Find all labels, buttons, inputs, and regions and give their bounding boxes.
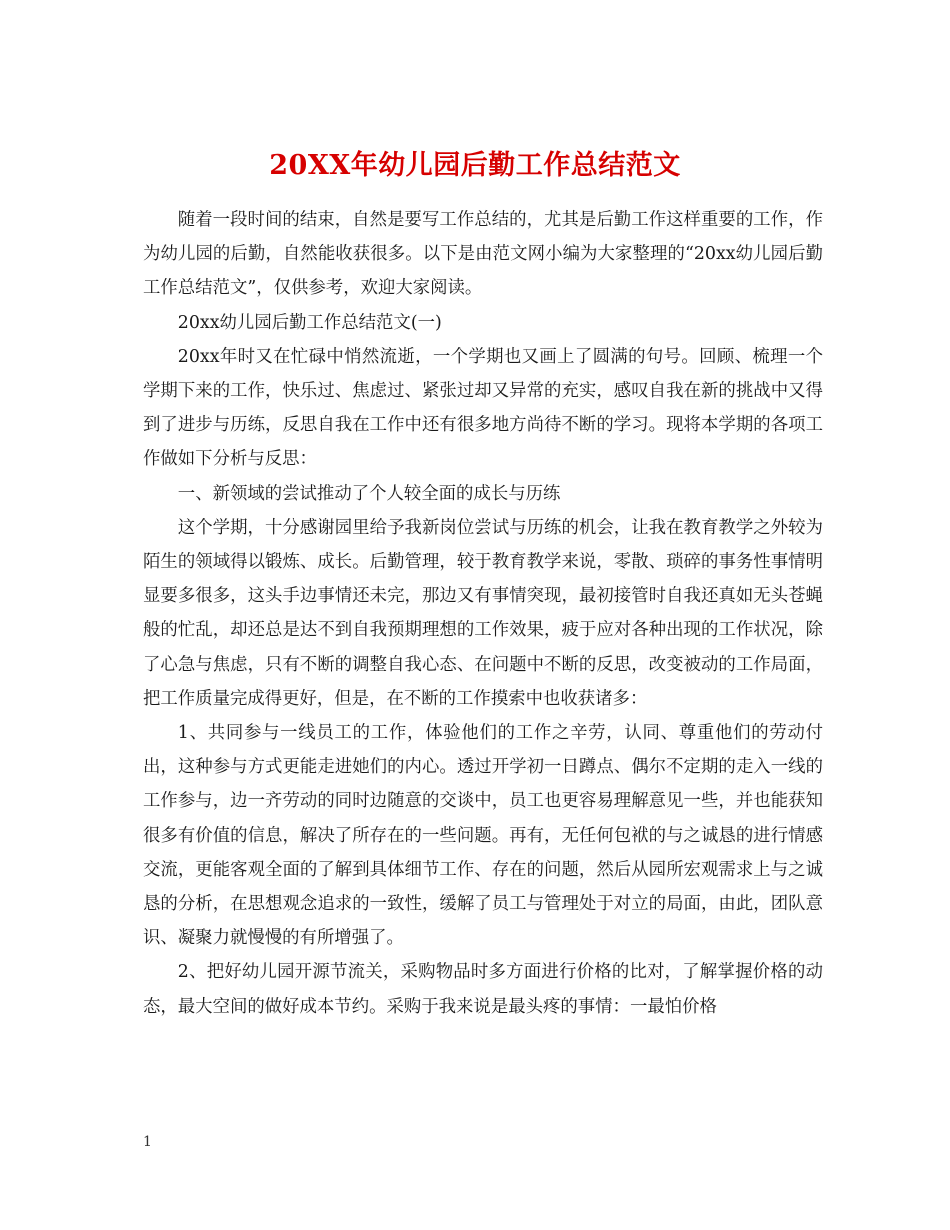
document-body xyxy=(143,203,823,1024)
paragraph-review: 20xx年时又在忙碌中悄然流逝，一个学期也又画上了圆满的句号。回顾、梳理一个学期下来的工作，快乐过、焦虑过、紧张过却又异常的充实，感叹自我在新的挑战中又得到了进步与历练，反思自我在工作中还有很多地方尚待不断的学习。现将本学期的各项工作做如下分析与反思： xyxy=(143,346,823,470)
paragraph-section-heading: 20xx幼儿园后勤工作总结范文(一) xyxy=(177,312,442,333)
paragraph-item-two: 2、把好幼儿园开源节流关，采购物品时多方面进行价格的比对，了解掌握价格的动态，最大空间的做好成本节约。采购于我来说是最头疼的事情：一最怕价格 xyxy=(143,962,823,1017)
page-number: 1 xyxy=(143,1134,152,1150)
paragraph-intro: 随着一段时间的结束，自然是要写工作总结的，尤其是后勤工作这样重要的工作，作为幼儿园的后勤，自然能收获很多。以下是由范文网小编为大家整理的“20xx幼儿园后勤工作总结范文”，仅供参考，欢迎大家阅读。 xyxy=(143,210,823,299)
document-title: 20XX年幼儿园后勤工作总结范文 xyxy=(269,150,681,182)
paragraph-new-role: 这个学期，十分感谢园里给予我新岗位尝试与历练的机会，让我在教育教学之外较为陌生的领域得以锻炼、成长。后勤管理，较于教育教学来说，零散、琐碎的事务性事情明显要多很多，这头手边事情还未完，那边又有事情突现，最初接管时自我还真如无头苍蝇般的忙乱，却还总是达不到自我预期理想的工作效果，疲于应对各种出现的工作状况，除了心急与焦虑，只有不断的调整自我心态、在问题中不断的反思，改变被动的工作局面，把工作质量完成得更好，但是，在不断的工作摸索中也收获诸多： xyxy=(143,517,823,709)
paragraph-item-one: 1、共同参与一线员工的工作，体验他们的工作之辛劳，认同、尊重他们的劳动付出，这种参与方式更能走进她们的内心。透过开学初一日蹲点、偶尔不定期的走入一线的工作参与，边一齐劳动的同时边随意的交谈中，员工也更容易理解意见一些，并也能获知很多有价值的信息，解决了所存在的一些问题。再有，无任何包袱的与之诚恳的进行情感交流，更能客观全面的了解到具体细节工作、存在的问题，然后从园所宏观需求上与之诚恳的分析，在思想观念追求的一致性，缓解了员工与管理处于对立的局面，由此，团队意识、凝聚力就慢慢的有所增强了。 xyxy=(143,723,823,949)
paragraph-subheading-one: 一、新领域的尝试推动了个人较全面的成长与历练 xyxy=(177,483,561,504)
